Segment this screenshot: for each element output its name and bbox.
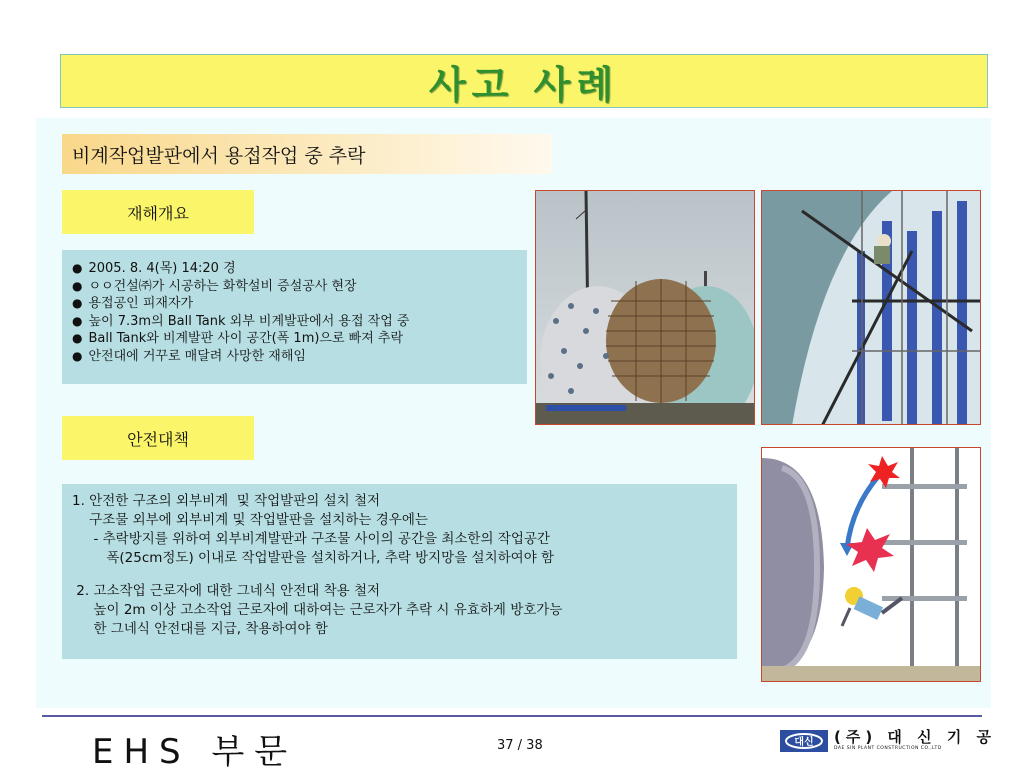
footer-divider bbox=[42, 715, 982, 717]
scaffold-photo bbox=[761, 190, 981, 425]
company-name: (주) 대 신 기 공 bbox=[834, 728, 997, 746]
measure-line: 1. 안전한 구조의 외부비계 및 작업발판의 설치 철저 bbox=[72, 493, 381, 509]
department-name: EHS 부문 bbox=[92, 732, 298, 772]
page-title: 사고 사례 bbox=[428, 62, 620, 107]
fall-illustration bbox=[761, 447, 981, 682]
measures-box bbox=[62, 484, 737, 659]
measure-line: 구조물 외부에 외부비계 및 작업발판을 설치하는 경우에는 bbox=[72, 512, 428, 528]
company-text bbox=[834, 730, 996, 752]
overview-item: ● 2005. 8. 4(목) 14:20 경 bbox=[72, 260, 517, 278]
overview-item: ● ㅇㅇ건설㈜가 시공하는 화학설비 증설공사 현장 bbox=[72, 278, 517, 296]
company-subtitle: DAE SIN PLANT CONSTRUCTION CO.,LTD bbox=[834, 746, 942, 751]
title-bar bbox=[60, 54, 988, 108]
overview-item: ● 안전대에 거꾸로 매달려 사망한 재해임 bbox=[72, 348, 517, 366]
page-number: 37 / 38 bbox=[497, 738, 543, 753]
measure-line: 폭(25cm정도) 이내로 작업발판을 설치하거나, 추락 방지망을 설치하여야 함 bbox=[72, 550, 555, 566]
overview-label: 재해개요 bbox=[62, 190, 254, 234]
overview-item: ● Ball Tank와 비계발판 사이 공간(폭 1m)으로 빠져 추락 bbox=[72, 330, 517, 348]
company-mark-icon bbox=[780, 730, 828, 752]
measure-line: 높이 2m 이상 고소작업 근로자에 대하여는 근로자가 추락 시 유효하게 방호가능 bbox=[72, 602, 563, 618]
overview-list bbox=[72, 260, 517, 365]
measure-line: 한 그네식 안전대를 지급, 착용하여야 함 bbox=[72, 621, 328, 637]
overview-item: ● 높이 7.3m의 Ball Tank 외부 비계발판에서 용접 작업 중 bbox=[72, 313, 517, 331]
measures-label: 안전대책 bbox=[62, 416, 254, 460]
measure-line: 2. 고소작업 근로자에 대한 그네식 안전대 착용 철저 bbox=[72, 583, 381, 599]
company-logo bbox=[780, 728, 996, 754]
overview-box bbox=[62, 250, 527, 384]
measure-gap bbox=[72, 568, 727, 582]
overview-item: ● 용접공인 피재자가 bbox=[72, 295, 517, 313]
accident-subtitle: 비계작업발판에서 용접작업 중 추락 bbox=[62, 134, 552, 174]
ball-tank-photo bbox=[535, 190, 755, 425]
measure-line: - 추락방지를 위하여 외부비계발판과 구조물 사이의 공간을 최소한의 작업공간 bbox=[72, 531, 550, 547]
logo-text: 대신 bbox=[794, 737, 814, 748]
